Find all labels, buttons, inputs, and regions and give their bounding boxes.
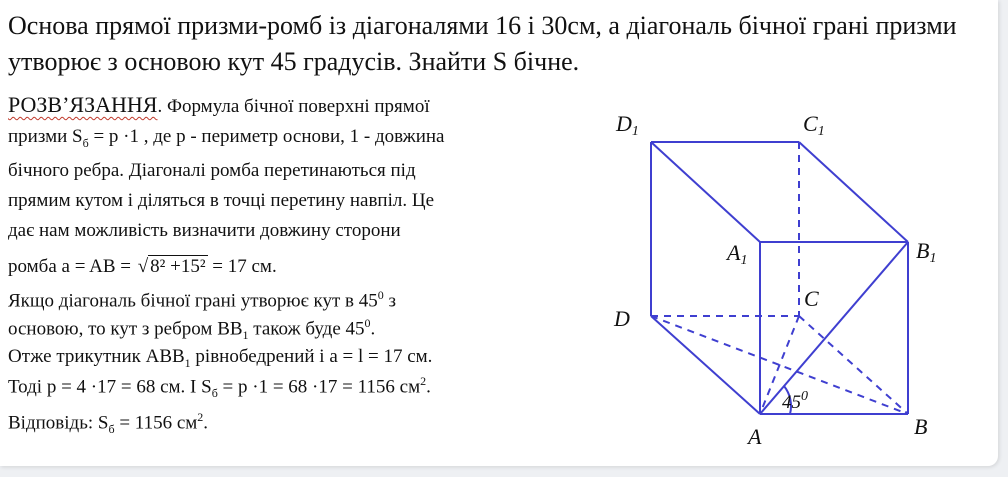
label-b1: B1: [916, 238, 937, 266]
edge-da: [651, 316, 760, 414]
solution-line-8: [8, 316, 375, 343]
solution-text: .: [203, 412, 209, 434]
subscript: 1: [242, 328, 249, 343]
prism-edges: [651, 142, 908, 414]
solution-text: основою, то кут з ребром BB: [8, 318, 243, 340]
solution-line-10: [8, 374, 431, 401]
solution-line-7: [8, 288, 396, 312]
solution-text: ромба a = AB =: [8, 256, 136, 277]
label-b: B: [914, 414, 928, 439]
solution-text: Відповідь: S: [8, 412, 109, 434]
label-c1: C1: [803, 111, 825, 139]
solution-line-6: [8, 256, 277, 278]
label-angle: $45^0$: [782, 389, 808, 413]
solution-text: Якщо діагональ бічної грані утворює кут в 45: [8, 290, 378, 312]
edge-cb: [799, 316, 908, 414]
label-a1: A1: [727, 240, 748, 268]
solution-text: = 1156 см: [114, 412, 198, 434]
solution-text: також буде 45: [248, 318, 365, 340]
solution-line-1: [8, 92, 430, 118]
label-a: A: [748, 424, 762, 449]
superscript: 0: [377, 288, 384, 302]
radicand: 8² +15²: [150, 256, 206, 277]
diag-ab1: [760, 242, 908, 414]
solution-text: .: [370, 318, 376, 340]
solution-line-5: дає нам можливість визначити довжину сторони: [8, 220, 401, 241]
superscript: 2: [197, 410, 204, 424]
label-c: C: [804, 286, 819, 311]
superscript: 2: [420, 374, 427, 388]
solution-text: .: [426, 376, 431, 398]
hidden-edges: [651, 142, 908, 414]
solution-text: = p ·1 , де p - периметр основи, 1 - довжина: [88, 126, 445, 147]
subscript: б: [108, 422, 115, 437]
solution-text: з: [383, 290, 397, 312]
solution-text: . Формула бічної поверхні прямої: [157, 96, 430, 117]
problem-statement: Основа прямої призми-ромб із діагоналями 16 і 30см, а діагональ бічної грані призми утворює з основою кут 45 градусів. Знайти S бічне.: [8, 11, 957, 76]
subscript: б: [211, 386, 218, 401]
solution-line-4: прямим кутом і діляться в точці перетину навпіл. Це: [8, 190, 434, 211]
edge-c1b1: [799, 142, 908, 242]
solution-line-3: бічного ребра. Діагоналі ромба перетинаються під: [8, 160, 416, 181]
solution-text: призми S: [8, 126, 83, 147]
solution-text: Отже трикутник ABB: [8, 346, 185, 367]
solution-heading: РОЗВ’ЯЗАННЯ: [8, 92, 158, 117]
solution-line-2: [8, 126, 444, 151]
solution-text: = 17 см.: [207, 256, 277, 277]
prism-diagram: [598, 96, 978, 456]
solution-text: = p ·1 = 68 ·17 = 1156 см: [217, 376, 421, 398]
solution-answer: [8, 410, 208, 437]
superscript: 0: [364, 316, 371, 330]
subscript: 1: [184, 355, 191, 370]
label-d1: D1: [616, 111, 639, 139]
subscript: б: [82, 135, 89, 150]
label-d: D: [614, 306, 630, 331]
square-root: √ 8² +15²: [137, 256, 206, 277]
solution-line-9: [8, 346, 432, 371]
solution-text: рівнобедрений і a = l = 17 см.: [190, 346, 433, 367]
solution-text: Тоді p = 4 ·17 = 68 см. І S: [8, 376, 212, 398]
